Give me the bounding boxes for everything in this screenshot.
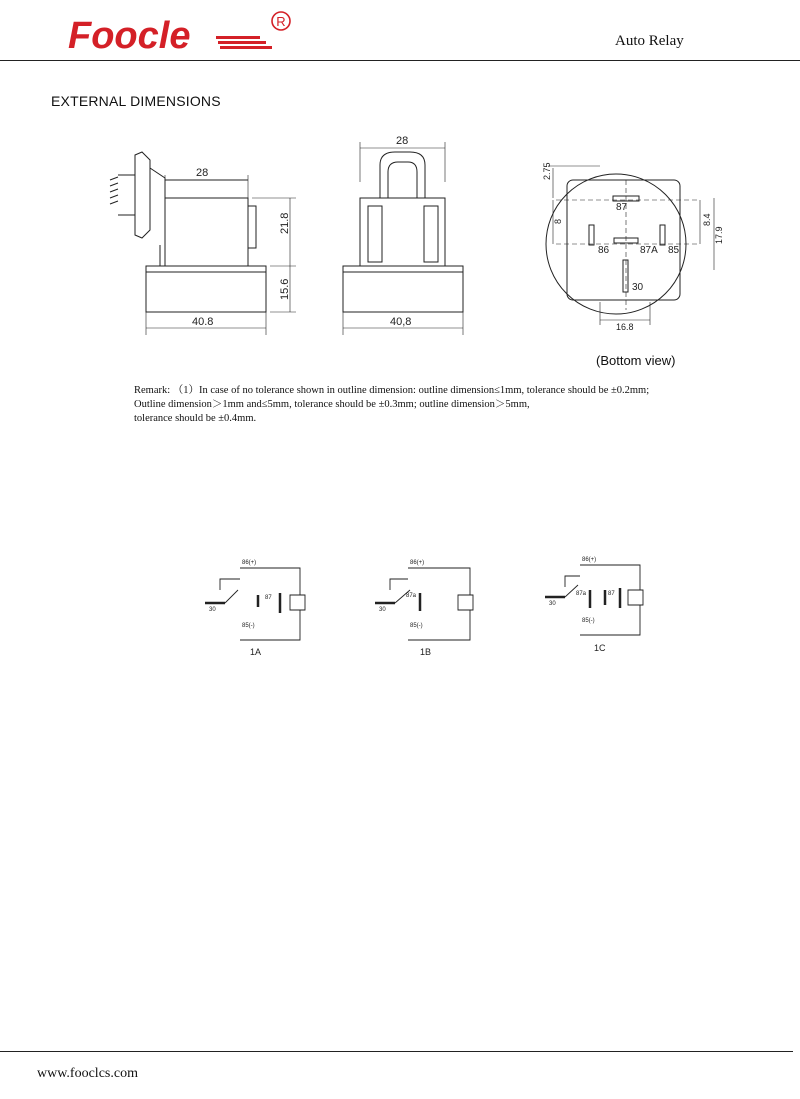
side-lower-height: 15.6: [279, 278, 291, 300]
remark-line-2: Outline dimension＞1mm and≤5mm, tolerance should be ±0.3mm; outline dimension＞5mm,: [134, 399, 530, 410]
brand-logo-text: Foocle: [68, 15, 191, 56]
registered-mark-text: R: [276, 14, 286, 29]
brand-logo: [68, 10, 298, 56]
side-upper-height: 21.8: [279, 212, 291, 234]
bottom-view-caption: (Bottom view): [596, 353, 676, 368]
circuit-1c-pin-contact2: 87: [608, 591, 615, 597]
bottom-height-total: 17.9: [714, 226, 724, 244]
bottom-offset-top: 2.75: [542, 162, 552, 180]
circuit-1b-pin-contact: 87a: [406, 593, 417, 599]
circuit-1a-label: 1A: [250, 647, 262, 657]
circuit-1a-pin-left: 30: [209, 607, 216, 613]
circuit-1a-pin-top: 86(+): [242, 560, 257, 566]
bottom-spacing-right: 8.4: [702, 213, 712, 226]
footer-divider: [0, 1051, 793, 1052]
circuit-1a-pin-bottom: 85(-): [242, 623, 255, 629]
circuit-1b-pin-left: 30: [379, 607, 386, 613]
header-divider: [0, 60, 800, 61]
pin-87a-label: 87A: [640, 245, 658, 256]
circuit-diagrams: [180, 545, 680, 665]
footer-website-link[interactable]: www.fooclcs.com: [37, 1066, 138, 1081]
dimension-drawings: [0, 120, 800, 380]
pin-86-label: 86: [598, 245, 610, 256]
circuit-1b: [375, 568, 473, 640]
pin-30-label: 30: [632, 282, 644, 293]
remark-line-3: tolerance should be ±0.4mm.: [134, 413, 257, 424]
circuit-1b-pin-top: 86(+): [410, 560, 425, 566]
section-heading: EXTERNAL DIMENSIONS: [51, 93, 221, 109]
remark-block: [134, 384, 649, 426]
circuit-1a: [205, 568, 305, 640]
circuit-1c-pin-bottom: 85(-): [582, 618, 595, 624]
front-top-width: 28: [396, 135, 409, 147]
circuit-1c-label: 1C: [594, 643, 606, 653]
front-view-drawing: [343, 142, 463, 335]
side-top-width: 28: [196, 167, 209, 179]
front-base-width: 40,8: [390, 316, 412, 328]
circuit-1c: [545, 565, 643, 635]
circuit-1b-label: 1B: [420, 647, 432, 657]
circuit-1b-pin-bottom: 85(-): [410, 623, 423, 629]
remark-line-1: Remark: （1）In case of no tolerance shown in outline dimension: outline dimension≤1mm, tolerance should be ±0.2mm;: [134, 385, 650, 396]
circuit-1c-pin-left: 30: [549, 601, 556, 607]
circuit-1c-pin-contact: 87a: [576, 591, 587, 597]
pin-87-label: 87: [616, 202, 628, 213]
circuit-1a-pin-contact: 87: [265, 595, 272, 601]
circuit-1c-pin-top: 86(+): [582, 557, 597, 563]
bottom-view-drawing: [546, 166, 714, 325]
side-base-width: 40.8: [192, 316, 214, 328]
brand-logo-stripes: [216, 36, 272, 49]
side-view-drawing: [110, 152, 296, 335]
page-title: Auto Relay: [615, 33, 684, 49]
bottom-width: 16.8: [616, 322, 634, 332]
bottom-spacing-left: 8: [553, 218, 563, 224]
pin-85-label: 85: [668, 245, 680, 256]
